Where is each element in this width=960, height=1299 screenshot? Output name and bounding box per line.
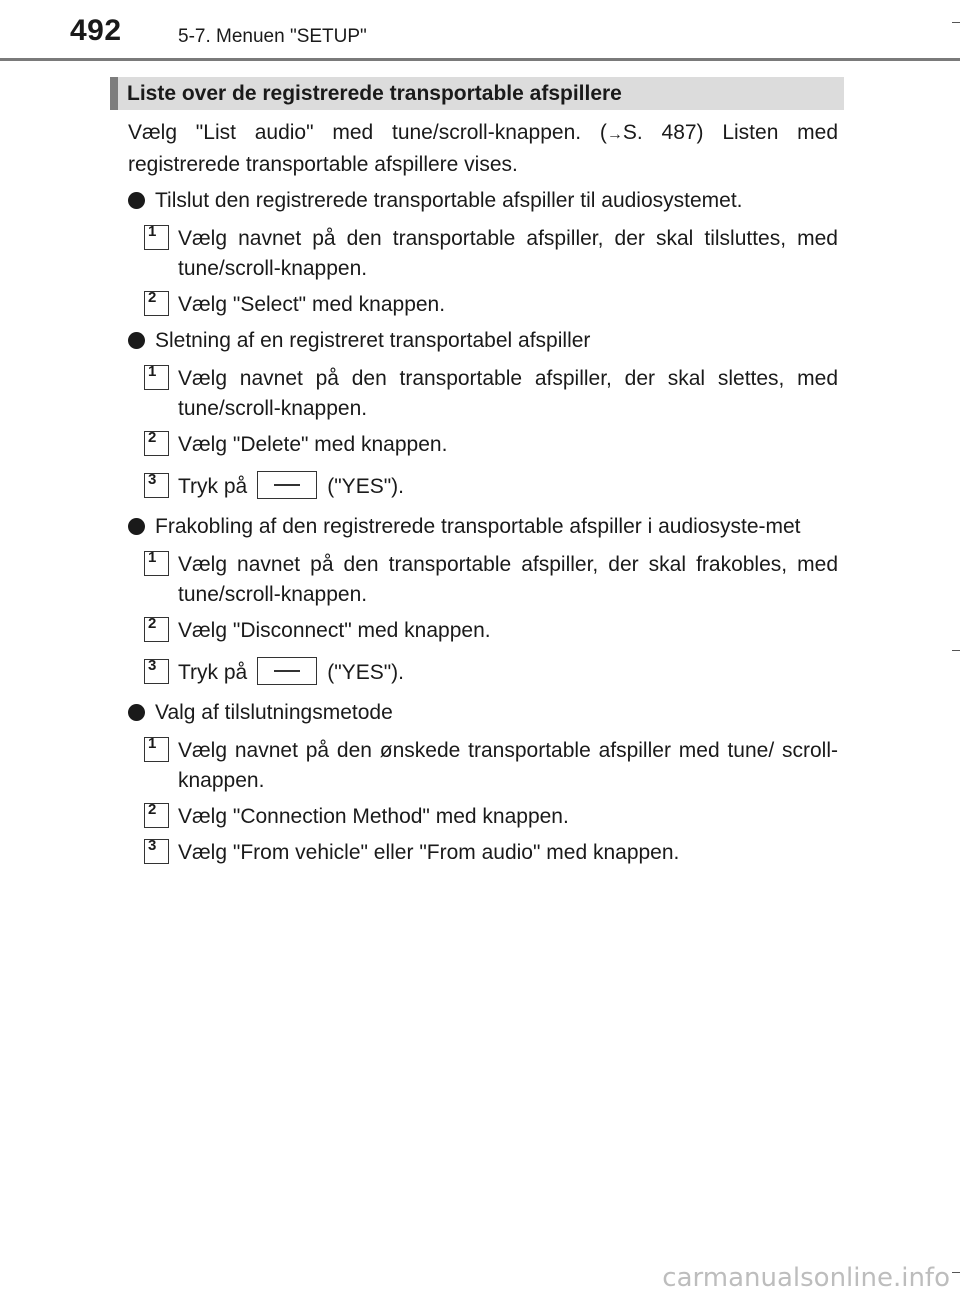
watermark: carmanualsonline.info [662,1263,950,1293]
crop-mark-top [952,22,960,23]
header-divider [0,58,960,61]
step-number-badge [144,737,169,762]
step-text-before: Tryk på [178,475,248,498]
step-number: 1 [148,363,157,380]
reference-arrow-icon: → [606,126,623,143]
step-text: Vælg "From vehicle" eller "From audio" med knappen. [178,841,680,864]
step-item [128,224,838,284]
bullet-dot-icon [128,704,145,721]
step-text: Vælg navnet på den transportable afspiller, der skal frakobles, med tune/scroll-knappen. [178,553,838,606]
bullet-text: Sletning af en registreret transportabel afspiller [155,329,591,352]
bullet-text: Valg af tilslutningsmetode [155,701,393,724]
bullet-item [128,698,838,728]
step-item [128,658,838,688]
intro-text-1: Vælg "List audio" med tune/scroll-knappen. ( [128,121,607,144]
step-number-badge [144,803,169,828]
step-number-badge [144,551,169,576]
step-item [128,736,838,796]
step-number: 1 [148,223,157,240]
step-text: Vælg navnet på den transportable afspiller, der skal slettes, med tune/scroll-knappen. [178,367,838,420]
step-number: 3 [148,657,157,674]
step-item [128,802,838,832]
step-item [128,364,838,424]
step-number: 2 [148,429,157,446]
step-number-badge [144,617,169,642]
step-item [128,290,838,320]
step-number-badge [144,291,169,316]
step-text: Vælg "Connection Method" med knappen. [178,805,569,828]
step-number-badge [144,431,169,456]
step-text-before: Tryk på [178,661,248,684]
step-number: 3 [148,471,157,488]
step-number: 3 [148,837,157,854]
button-symbol-icon [257,471,317,499]
intro-paragraph [128,118,838,180]
button-symbol-icon [257,657,317,685]
step-number-badge [144,839,169,864]
crop-mark-mid [952,650,960,651]
intro-text-2: S. 487) Listen med registrerede transportable afspillere vises. [128,121,839,176]
step-text: Vælg "Disconnect" med knappen. [178,619,491,642]
step-text: Vælg "Delete" med knappen. [178,433,448,456]
step-text-after: ("YES"). [327,661,404,684]
step-number: 1 [148,549,157,566]
step-item [128,430,838,460]
bullet-item [128,512,838,542]
step-item [128,838,838,868]
bullet-text: Frakobling af den registrerede transportable afspiller i audiosyste-met [155,515,801,538]
main-content [128,118,838,874]
section-heading: Liste over de registrerede transportable afspillere [110,77,844,110]
step-number-badge [144,473,169,498]
step-number: 2 [148,801,157,818]
bullet-dot-icon [128,332,145,349]
crop-mark-bottom [952,1272,960,1273]
bullet-item [128,186,838,216]
page-number: 492 [70,14,122,47]
step-text-after: ("YES"). [327,475,404,498]
step-number: 2 [148,615,157,632]
step-text: Vælg navnet på den ønskede transportable afspiller med tune/ scroll-knappen. [178,739,838,792]
bullet-dot-icon [128,518,145,535]
bullet-item [128,326,838,356]
step-item [128,550,838,610]
step-number: 1 [148,735,157,752]
section-title: 5-7. Menuen "SETUP" [178,26,367,47]
step-text: Vælg "Select" med knappen. [178,293,446,316]
step-number-badge [144,225,169,250]
bullet-dot-icon [128,192,145,209]
bullet-text: Tilslut den registrerede transportable afspiller til audiosystemet. [155,189,743,212]
step-text: Vælg navnet på den transportable afspiller, der skal tilsluttes, med tune/scroll-knappen. [178,227,838,280]
step-number: 2 [148,289,157,306]
step-number-badge [144,365,169,390]
step-number-badge [144,659,169,684]
step-item [128,472,838,502]
step-item [128,616,838,646]
